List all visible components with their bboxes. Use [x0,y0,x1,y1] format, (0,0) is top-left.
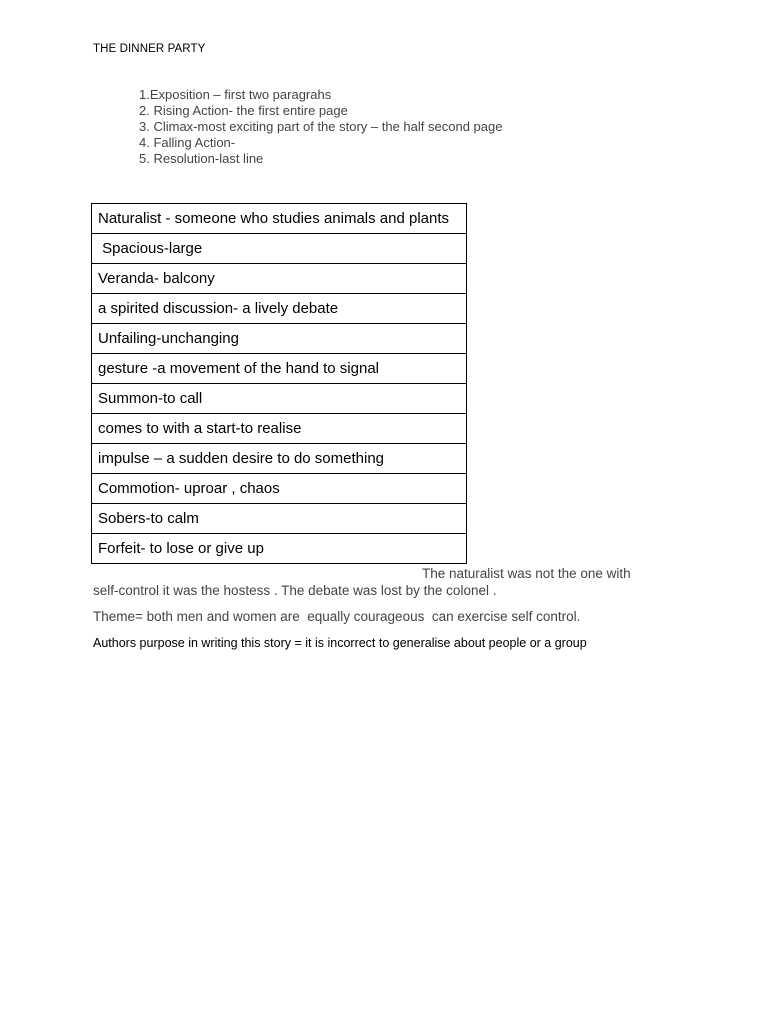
table-row [92,414,467,444]
vocab-cell: Veranda- balcony [92,264,467,294]
theme-paragraph: Theme= both men and women are equally courageous can exercise self control. [93,609,581,624]
authors-purpose-paragraph: Authors purpose in writing this story = it is incorrect to generalise about people or a group [93,636,587,650]
plot-list-item: 5. Resolution-last line [139,151,264,166]
table-row [92,324,467,354]
vocab-cell: Spacious-large [92,234,467,264]
table-row [92,204,467,234]
table-row [92,234,467,264]
vocab-cell: Summon-to call [92,384,467,414]
vocab-cell: Sobers-to calm [92,504,467,534]
table-row [92,504,467,534]
table-row [92,534,467,564]
page-title: THE DINNER PARTY [93,43,206,55]
vocab-cell: Commotion- uproar , chaos [92,474,467,504]
plot-list-item: 1.Exposition – first two paragrahs [139,87,332,102]
vocab-cell: Naturalist - someone who studies animals and plants [92,204,467,234]
plot-list-item: 3. Climax-most exciting part of the story – the half second page [139,119,503,134]
plot-list-item: 4. Falling Action- [139,135,236,150]
vocabulary-table [91,203,467,564]
vocab-cell: comes to with a start-to realise [92,414,467,444]
naturalist-paragraph-line1: The naturalist was not the one with [422,566,631,581]
table-row [92,474,467,504]
table-row [92,444,467,474]
plot-list-item: 2. Rising Action- the first entire page [139,103,348,118]
vocab-cell: Forfeit- to lose or give up [92,534,467,564]
vocab-cell: gesture -a movement of the hand to signal [92,354,467,384]
table-row [92,294,467,324]
table-row [92,264,467,294]
vocab-cell: impulse – a sudden desire to do something [92,444,467,474]
table-row [92,354,467,384]
table-row [92,384,467,414]
plot-structure-list [139,87,502,167]
naturalist-paragraph [93,566,673,599]
vocab-cell: a spirited discussion- a lively debate [92,294,467,324]
vocab-cell: Unfailing-unchanging [92,324,467,354]
naturalist-paragraph-line2: self-control it was the hostess . The debate was lost by the colonel . [93,582,497,598]
